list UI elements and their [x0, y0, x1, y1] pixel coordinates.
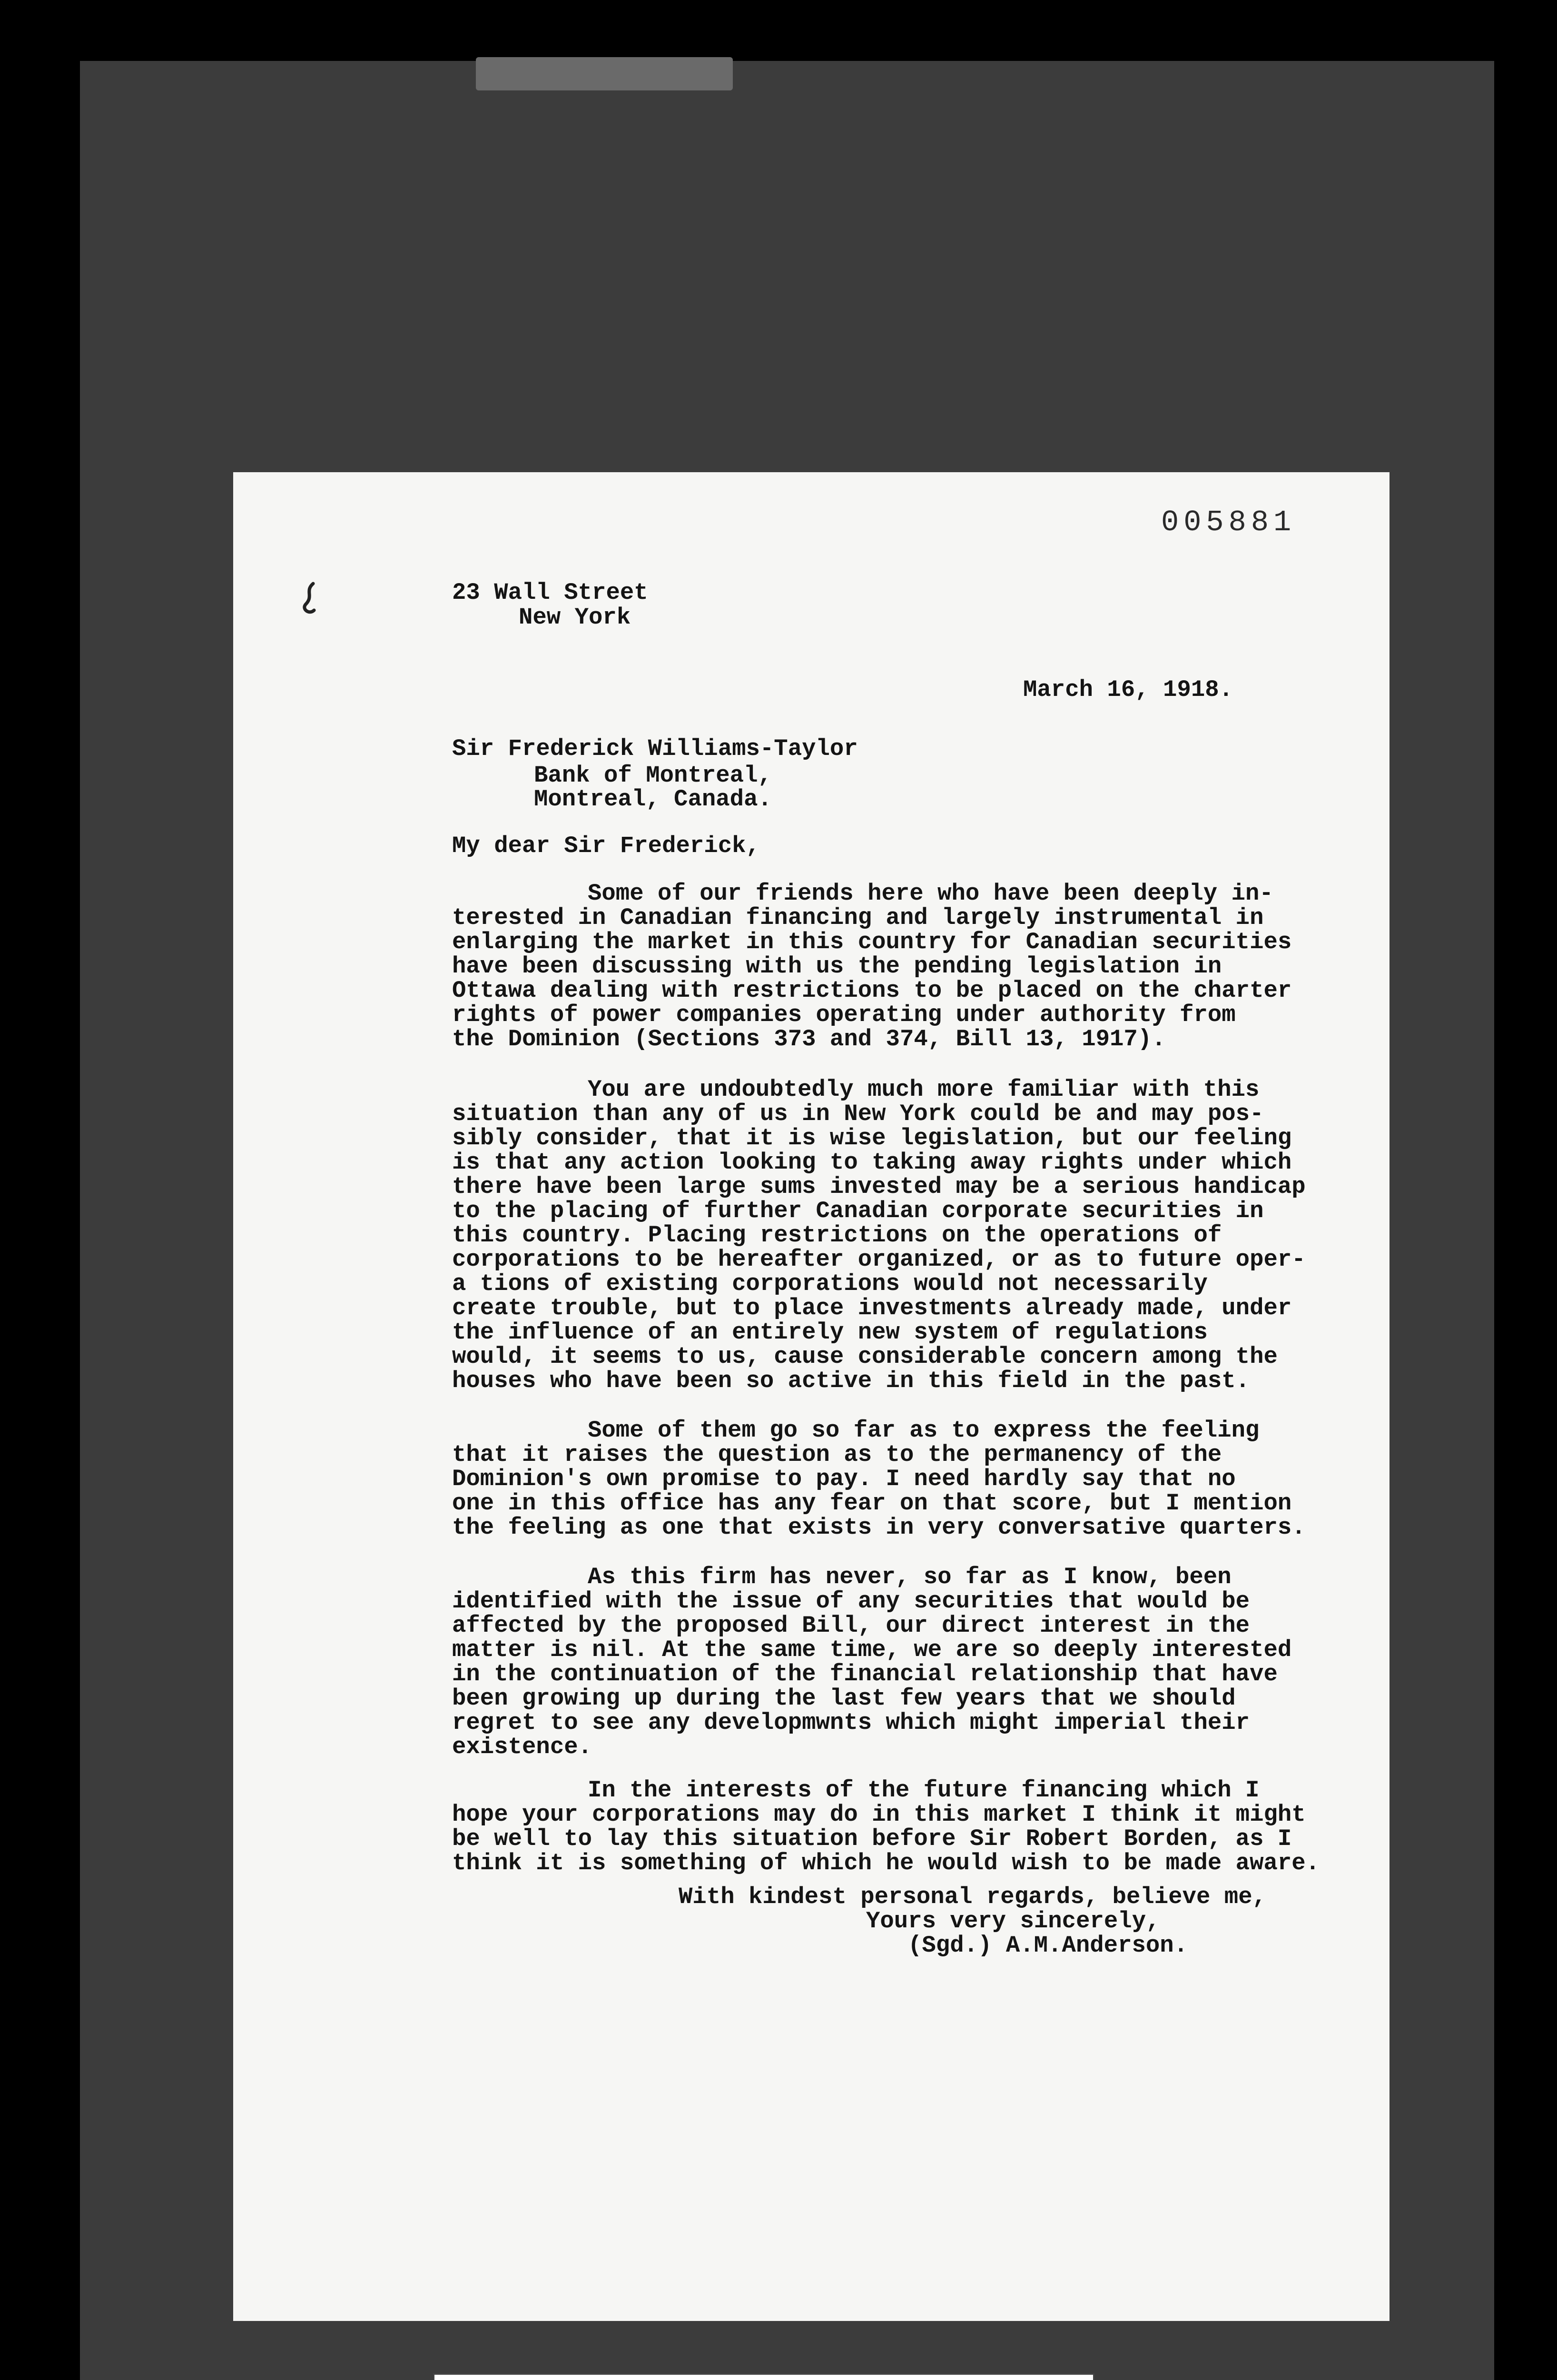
recipient-city: Montreal, Canada. [534, 786, 772, 813]
typed-letter [233, 472, 1389, 2321]
paragraph-line: Dominion's own promise to pay. I need hardly say that no [452, 1466, 1236, 1492]
paragraph-line: You are undoubtedly much more familiar with this [588, 1076, 1260, 1103]
paragraph-line: the influence of an entirely new system of regulations [452, 1319, 1208, 1346]
paragraph-line: hope your corporations may do in this market I think it might [452, 1801, 1306, 1828]
paragraph-line: a tions of existing corporations would not necessarily [452, 1270, 1208, 1297]
paragraph-line: Ottawa dealing with restrictions to be placed on the charter [452, 977, 1292, 1004]
paragraph-line: regret to see any developmwnts which might imperial their [452, 1709, 1250, 1736]
paragraph-line: there have been large sums invested may be a serious handicap [452, 1173, 1306, 1200]
recipient-name: Sir Frederick Williams-Taylor [452, 735, 858, 762]
paragraph-line: situation than any of us in New York could be and may pos- [452, 1101, 1264, 1127]
salutation: My dear Sir Frederick, [452, 833, 760, 859]
paragraph-line: Some of our friends here who have been deeply in- [588, 880, 1273, 907]
paragraph-line: been growing up during the last few years that we should [452, 1685, 1236, 1712]
paragraph-line: houses who have been so active in this field in the past. [452, 1368, 1250, 1394]
paragraph-line: affected by the proposed Bill, our direct interest in the [452, 1612, 1250, 1639]
paragraph-line: this country. Placing restrictions on the operations of [452, 1222, 1222, 1249]
closing-regards: With kindest personal regards, believe me, [679, 1884, 1267, 1910]
paragraph-line: sibly consider, that it is wise legislation, but our feeling [452, 1125, 1292, 1151]
paragraph-line: rights of power companies operating under authority from [452, 1002, 1236, 1028]
paragraph-line: In the interests of the future financing which I [588, 1777, 1260, 1804]
paragraph-line: would, it seems to us, cause considerable concern among the [452, 1343, 1278, 1370]
sender-address-street: 23 Wall Street [452, 579, 648, 606]
series-label [433, 2373, 1094, 2380]
microfilm-tab [476, 57, 733, 90]
paragraph-line: have been discussing with us the pending legislation in [452, 953, 1222, 980]
paragraph-line: be well to lay this situation before Sir Robert Borden, as I [452, 1825, 1292, 1852]
paragraph-line: in the continuation of the financial relationship that have [452, 1661, 1278, 1687]
paragraph-line: As this firm has never, so far as I know, been [588, 1564, 1232, 1590]
paragraph-line: think it is something of which he would wish to be made aware. [452, 1850, 1320, 1876]
paragraph-line: the feeling as one that exists in very conversative quarters. [452, 1514, 1306, 1541]
paragraph-line: one in this office has any fear on that score, but I mention [452, 1490, 1292, 1517]
paragraph-line: existence. [452, 1734, 592, 1760]
paragraph-line: Some of them go so far as to express the feeling [588, 1417, 1260, 1444]
handwritten-mark-icon [300, 582, 319, 620]
closing-yours: Yours very sincerely, [866, 1908, 1160, 1934]
paragraph-line: identified with the issue of any securities that would be [452, 1588, 1250, 1615]
sender-address-city: New York [519, 604, 631, 631]
paragraph-line: matter is nil. At the same time, we are so deeply interested [452, 1636, 1292, 1663]
paragraph-line: corporations to be hereafter organized, or as to future oper- [452, 1246, 1306, 1273]
letter-date: March 16, 1918. [1023, 676, 1233, 703]
paragraph-line: that it raises the question as to the permanency of the [452, 1441, 1222, 1468]
paragraph-line: create trouble, but to place investments already made, under [452, 1295, 1292, 1321]
signature: (Sgd.) A.M.Anderson. [908, 1932, 1188, 1959]
recipient-bank: Bank of Montreal, [534, 762, 772, 789]
paragraph-line: is that any action looking to taking away rights under which [452, 1149, 1292, 1176]
paragraph-line: the Dominion (Sections 373 and 374, Bill 13, 1917). [452, 1026, 1166, 1052]
document-number: 005881 [1161, 506, 1296, 539]
paragraph-line: terested in Canadian financing and largely instrumental in [452, 904, 1264, 931]
paragraph-line: enlarging the market in this country for Canadian securities [452, 929, 1292, 955]
paragraph-line: to the placing of further Canadian corporate securities in [452, 1198, 1264, 1224]
